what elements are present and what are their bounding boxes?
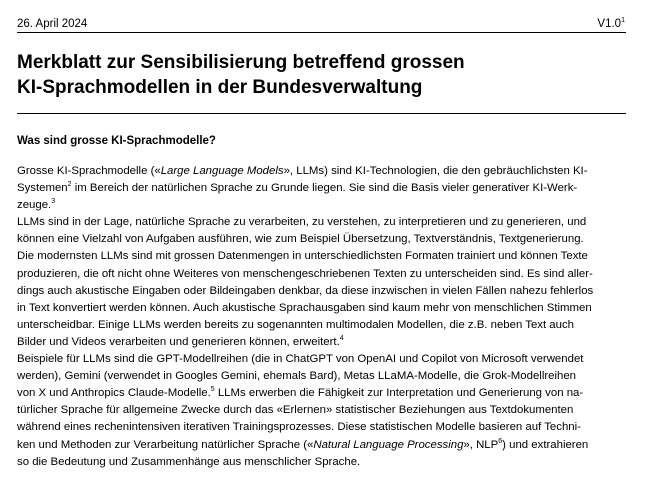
text-line: während eines rechenintensiven iterativen Trainingsprozesses. Diese statistischen Modelle basieren auf Techni-: [17, 421, 581, 434]
text-line: Die modernsten LLMs sind mit grossen Datenmengen in unterschiedlichsten Formaten trainiert und können Texte: [17, 250, 588, 263]
page-header: [17, 17, 626, 33]
text-run: von X und Anthropics Claude-Modelle.: [17, 387, 211, 400]
text-run: zeuge.: [17, 199, 52, 212]
text-line: LLMs sind in der Lage, natürliche Sprache zu verarbeiten, zu verstehen, zu interpretieren und zu generieren, und: [17, 216, 587, 229]
document-date: 26. April 2024: [17, 18, 88, 30]
text-run: Grosse KI-Sprachmodelle («: [17, 165, 161, 177]
title-line-1: Merkblatt zur Sensibilisierung betreffend grossen: [17, 52, 465, 73]
body-text: [17, 163, 626, 471]
version-label: V1.0: [597, 18, 622, 30]
footnote-ref: 5: [210, 386, 215, 394]
text-run: Systemen: [17, 182, 68, 195]
section-heading: Was sind grosse KI-Sprachmodelle?: [17, 135, 216, 147]
text-run: Bilder und Videos verarbeiten und generieren können, erweitert.: [17, 335, 340, 348]
text-line: [17, 334, 626, 351]
header-rule: [17, 32, 626, 33]
text-line: unterscheidbar. Einige LLMs werden bereits zu sogenannten multimodalen Modellen, die z.B. neben Text auch: [17, 318, 575, 331]
page-title: [17, 50, 626, 100]
text-run: », LLMs) sind KI-Technologien, die den gebräuchlichsten KI-: [283, 165, 588, 177]
paragraph-3: [17, 351, 626, 471]
paragraph-1: [17, 163, 626, 214]
text-line: [17, 437, 626, 454]
text-run: im Bereich der natürlichen Sprache zu Grunde liegen. Sie sind die Basis vieler generativer KI-Werk-: [71, 182, 578, 195]
footnote-ref: 4: [339, 335, 344, 343]
text-line: werden), Gemini (verwendet in Googles Gemini, ehemals Bard), Metas LLaMA-Modelle, die Grok-Modellreihen: [17, 370, 577, 383]
title-line-2: KI-Sprachmodellen in der Bundesverwaltung: [17, 77, 423, 98]
footnote-ref: 3: [51, 198, 56, 206]
text-line: können eine Vielzahl von Aufgaben ausführen, wie zum Beispiel Übersetzung, Textverständnis, Textgenerierung.: [17, 233, 584, 246]
title-rule: [17, 113, 626, 114]
text-line: [17, 163, 626, 180]
text-run: ken und Methoden zur Verarbeitung natürlicher Sprache («: [17, 438, 314, 451]
text-line: dings auch akustische Eingaben oder Bildeingaben denkbar, da diese inzwischen in vielen Fällen nahezu fehlerlos: [17, 284, 594, 297]
text-line: in Text konvertiert werden können. Auch akustische Sprachausgaben sind kaum mehr von menschlichen Stimmen: [17, 301, 592, 314]
text-line: türlicher Sprache für allgemeine Zwecke durch das «Erlernen» statistischer Beziehungen aus Textdokumenten: [17, 404, 574, 417]
emphasis-text: Large Language Models: [160, 165, 284, 177]
paragraph-2: [17, 214, 626, 351]
text-line: [17, 197, 626, 214]
text-line: produzieren, die oft nicht ohne Weiteres von menschengeschriebenen Texten zu unterscheiden sind. Es sind aller-: [17, 267, 593, 280]
text-run: ) und extrahieren: [502, 438, 589, 451]
text-run: », NLP: [463, 438, 499, 451]
emphasis-text: Natural Language Processing: [313, 438, 464, 451]
footnote-ref: 6: [498, 437, 503, 445]
footnote-ref: 2: [67, 181, 72, 189]
text-line: Beispiele für LLMs sind die GPT-Modellreihen (die in ChatGPT von OpenAI und Copilot von Microsoft verwendet: [17, 353, 584, 366]
text-run: LLMs erwerben die Fähigkeit zur Interpretation und Generierung von na-: [214, 387, 584, 400]
footnote-ref: 1: [621, 17, 625, 25]
text-line: so die Bedeutung und Zusammenhänge aus menschlicher Sprache.: [17, 455, 361, 468]
text-line: [17, 385, 626, 402]
document-version: [597, 17, 625, 31]
text-line: [17, 180, 626, 197]
